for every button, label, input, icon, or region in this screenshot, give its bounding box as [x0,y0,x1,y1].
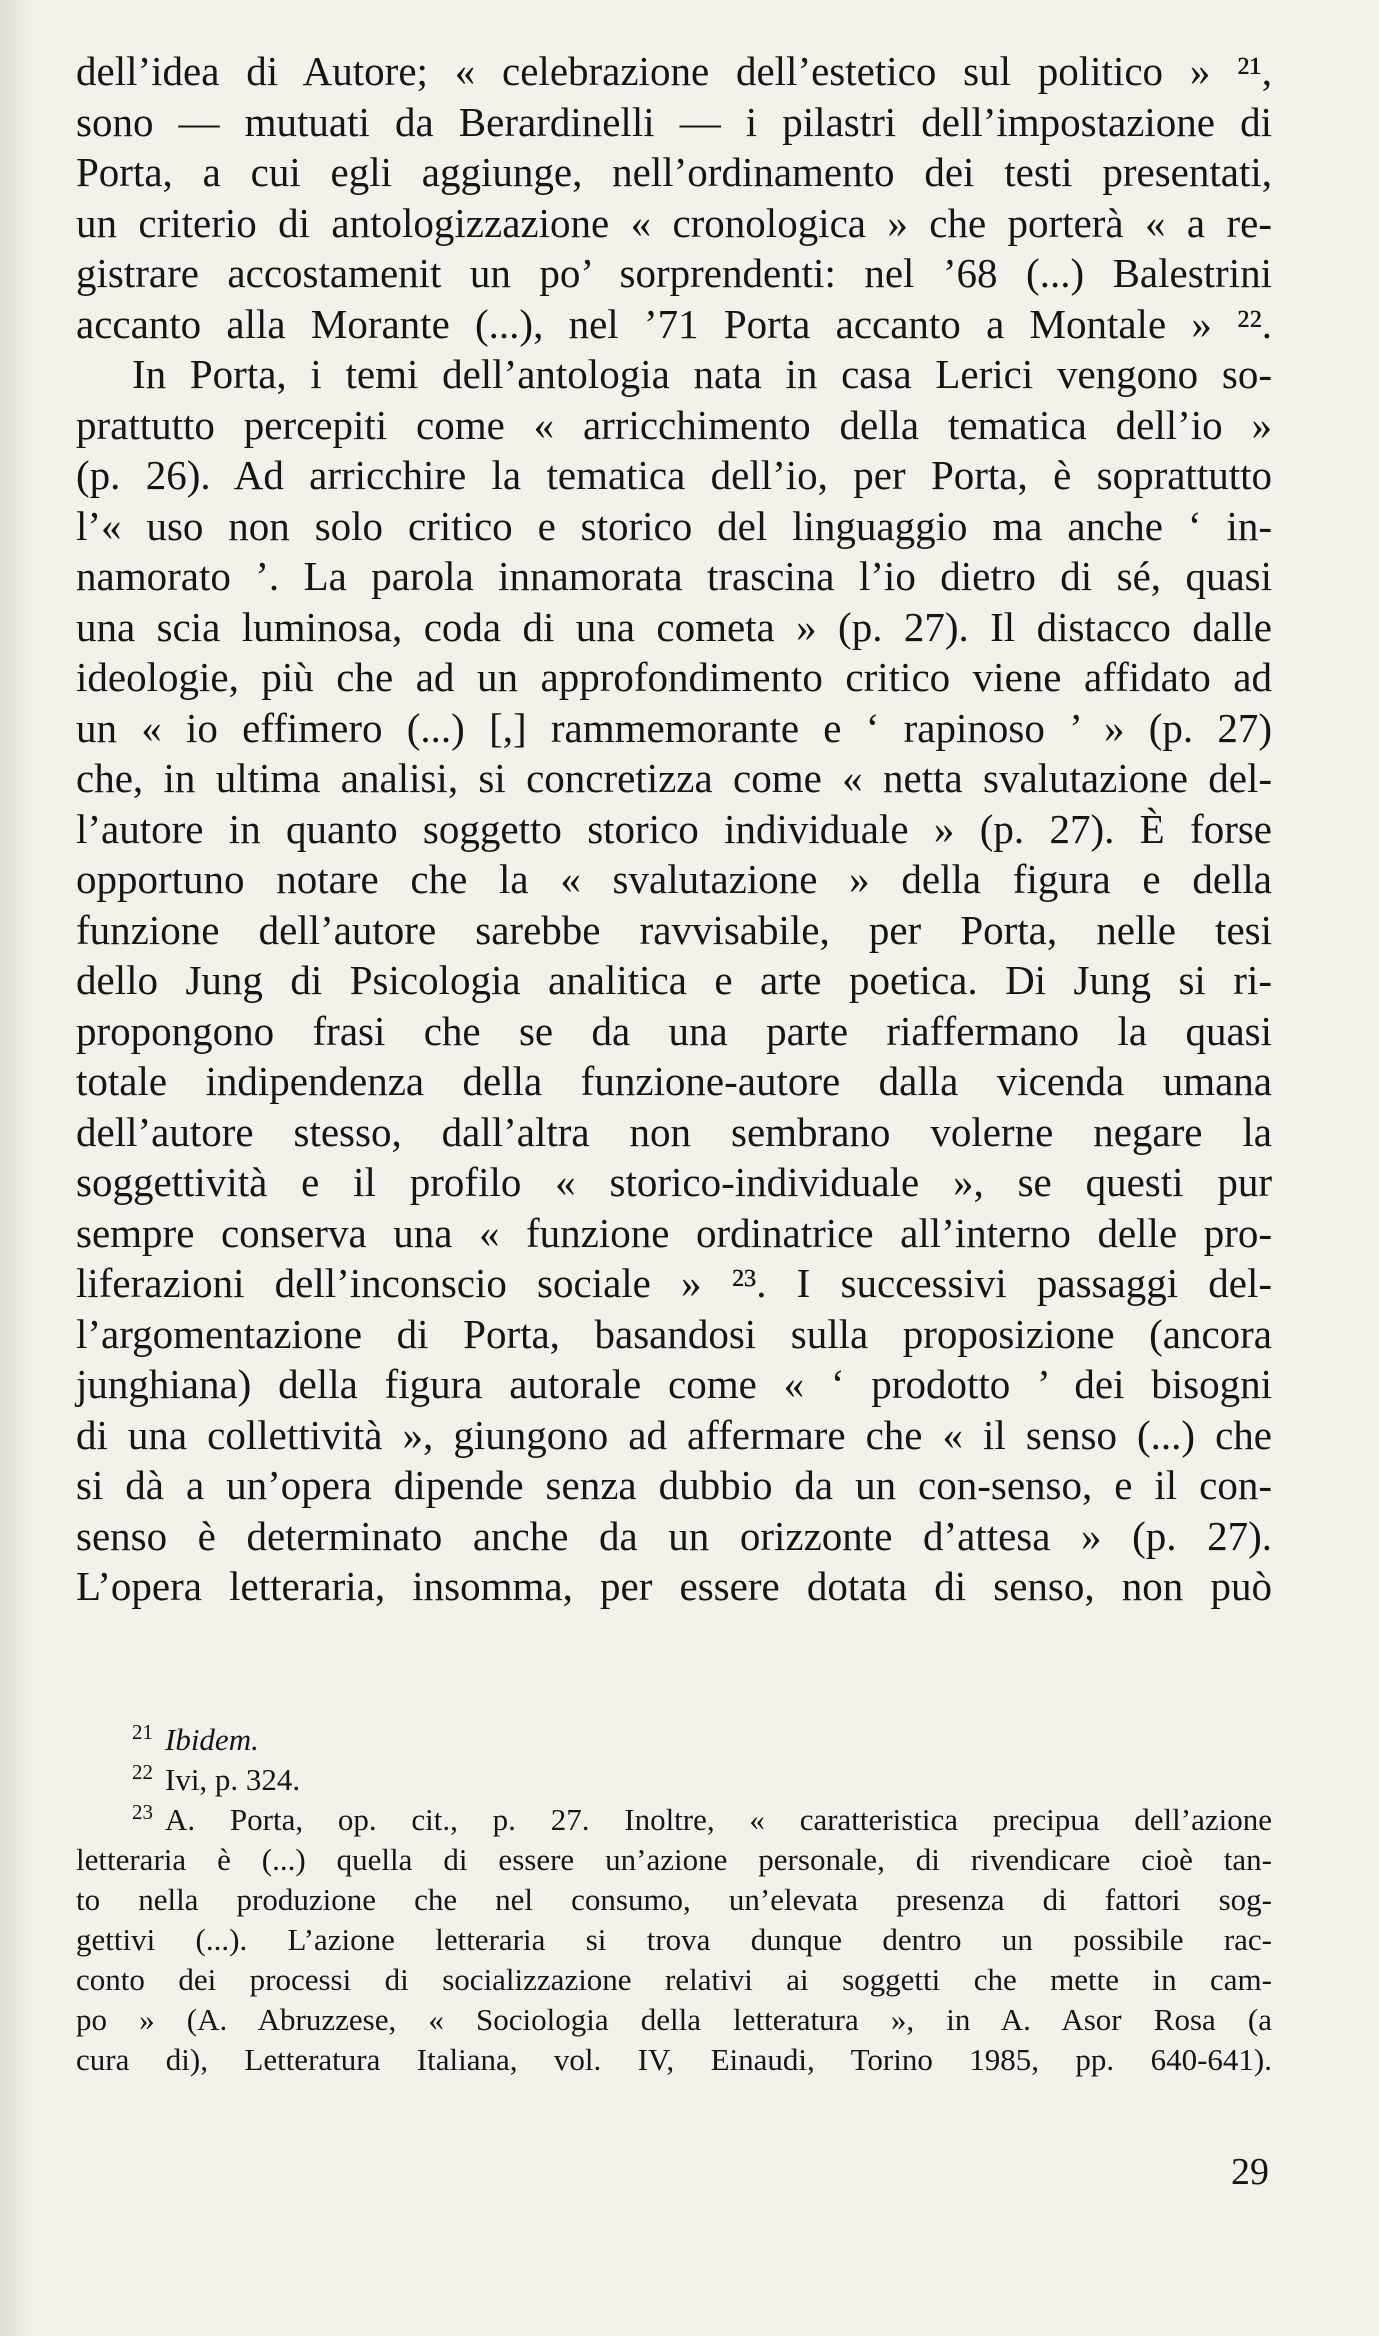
text-line: l’autore in quanto soggetto storico individuale » (p. 27). È forse [76,805,1272,852]
text-line: Porta, a cui egli aggiunge, nell’ordinamento dei testi presentati, [76,149,1272,195]
footnote-text: Ivi, p. 324. [165,1762,301,1797]
footnote-text: Ibidem. [165,1722,259,1757]
text-line: prattutto percepiti come « arricchimento della tematica dell’io » [76,401,1272,448]
text-line: un « io effimero (...) [,] rammemorante e ‘ rapinoso ’ » (p. 27) [76,704,1272,751]
text-line: un criterio di antologizzazione « cronologica » che porterà « a re- [76,199,1272,246]
text-line: funzione dell’autore sarebbe ravvisabile, per Porta, nelle tesi [76,906,1272,953]
text-line: L’opera letteraria, insomma, per essere dotata di senso, non può [76,1563,1272,1609]
text-line: l’argomentazione di Porta, basandosi sulla proposizione (ancora [76,1310,1272,1357]
footnote-21 [76,1720,1272,1760]
footnote-23-line: gettivi (...). L’azione letteraria si trova dunque dentro un possibile rac- [76,1922,1272,1957]
footnote-23-line: to nella produzione che nel consumo, un’elevata presenza di fattori sog- [76,1882,1272,1917]
text-line: sempre conserva una « funzione ordinatrice all’interno delle pro- [76,1209,1272,1256]
text-line: accanto alla Morante (...), nel ’71 Porta accanto a Montale » ²². [76,300,1272,347]
footnote-number: 22 [132,1759,153,1784]
text-line: dell’autore stesso, dall’altra non sembrano volerne negare la [76,1108,1272,1155]
text-line: dell’idea di Autore; « celebrazione dell’estetico sul politico » ²¹, [76,48,1272,94]
footnote-23-line: letteraria è (...) quella di essere un’azione personale, di rivendicare cioè tan- [76,1842,1272,1877]
footnote-text: A. Porta, op. cit., p. 27. Inoltre, « caratteristica precipua dell’azione [165,1802,1272,1837]
text-line: gistrare accostamenit un po’ sorprendenti: nel ’68 (...) Balestrini [76,250,1272,296]
text-line: soggettività e il profilo « storico-individuale », se questi pur [76,1159,1272,1205]
footnotes [76,1720,1272,2080]
text-line: dello Jung di Psicologia analitica e arte poetica. Di Jung si ri- [76,957,1272,1003]
footnote-23-line: po » (A. Abruzzese, « Sociologia della letteratura », in A. Asor Rosa (a [76,2002,1272,2037]
text-line: namorato ’. La parola innamorata trascina l’io dietro di sé, quasi [76,553,1272,599]
text-line: totale indipendenza della funzione-autore dalla vicenda umana [76,1058,1272,1104]
text-line: junghiana) della figura autorale come « ‘ prodotto ’ dei bisogni [76,1361,1272,1407]
text-line: una scia luminosa, coda di una cometa » (p. 27). Il distacco dalle [76,603,1272,650]
footnote-23-line [76,1800,1272,1840]
footnote-number: 21 [132,1719,153,1744]
text-line: si dà a un’opera dipende senza dubbio da un con-senso, e il con- [76,1462,1272,1508]
text-line: opportuno notare che la « svalutazione » della figura e della [76,856,1272,902]
footnote-23-line: cura di), Letteratura Italiana, vol. IV, Einaudi, Torino 1985, pp. 640-641). [76,2042,1272,2077]
footnote-23-line: conto dei processi di socializzazione relativi ai soggetti che mette in cam- [76,1962,1272,1997]
text-line: di una collettività », giungono ad affermare che « il senso (...) che [76,1411,1272,1458]
text-line: ideologie, più che ad un approfondimento critico viene affidato ad [76,654,1272,700]
text-line: liferazioni dell’inconscio sociale » ²³. I successivi passaggi del- [76,1260,1272,1306]
text-line: (p. 26). Ad arricchire la tematica dell’io, per Porta, è soprattutto [76,452,1272,498]
text-line: che, in ultima analisi, si concretizza come « netta svalutazione del- [76,755,1272,801]
text-line: senso è determinato anche da un orizzonte d’attesa » (p. 27). [76,1512,1272,1559]
footnote-22 [76,1760,1272,1800]
text-line: sono — mutuati da Berardinelli — i pilastri dell’impostazione di [76,98,1272,145]
text-line: In Porta, i temi dell’antologia nata in casa Lerici vengono so- [132,351,1272,397]
footnote-number: 23 [132,1799,153,1824]
text-line: propongono frasi che se da una parte riaffermano la quasi [76,1007,1272,1054]
main-text [76,46,1272,1612]
page-number: 29 [1231,2151,1269,2193]
text-line: l’« uso non solo critico e storico del linguaggio ma anche ‘ in- [76,502,1272,549]
